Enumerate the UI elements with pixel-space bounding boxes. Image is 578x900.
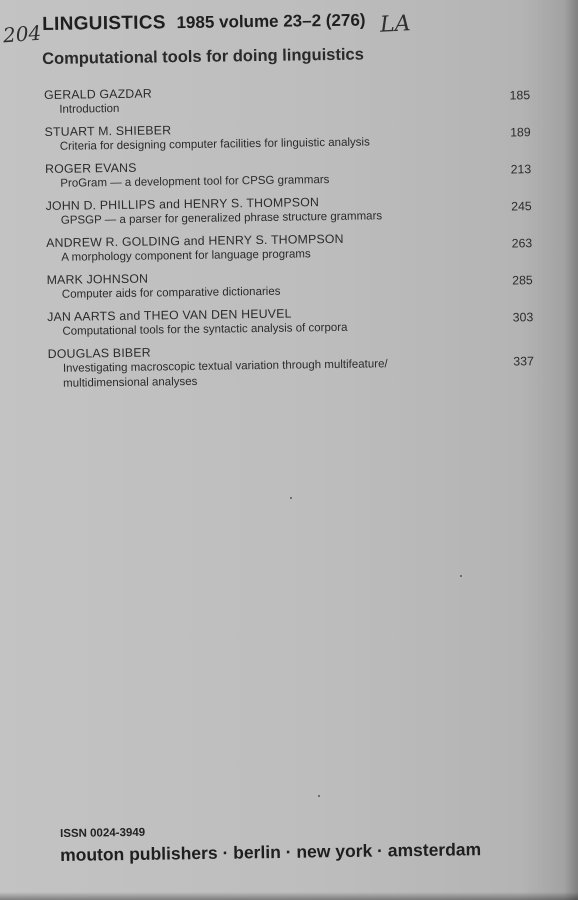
toc-entry [48,340,549,392]
toc-entry [45,118,545,155]
toc-author: JOHN D. PHILLIPS and HENRY S. THOMPSON [45,195,320,213]
toc-entry [47,303,547,340]
toc-author: GERALD GAZDAR [44,86,153,102]
toc-page-number: 213 [510,162,532,177]
paper-speck [290,497,292,499]
toc-author: JAN AARTS and THEO VAN DEN HEUVEL [47,306,292,324]
toc-title: Investigating macroscopic textual variation through multifeature/ [62,358,388,375]
toc-page-number: 263 [511,236,533,251]
toc-page-number: 303 [512,310,534,325]
issue-title: Computational tools for doing linguistics [42,45,364,68]
table-of-contents [44,81,548,399]
toc-page-number: 189 [510,125,531,140]
toc-entry [45,155,545,192]
toc-entry [44,81,544,118]
toc-title: Introduction [59,102,120,116]
toc-author: MARK JOHNSON [46,271,149,287]
toc-page-number: 245 [511,199,532,214]
publisher-line: mouton publishers · berlin · new york · amsterdam [60,839,482,865]
journal-name: LINGUISTICS [42,12,166,35]
toc-author: ROGER EVANS [45,160,137,176]
toc-title: ProGram — a development tool for CPSG grammars [60,174,330,190]
toc-page-number: 337 [513,354,534,369]
toc-page-number: 185 [509,88,531,103]
handwritten-note-left: 204 [2,20,42,48]
toc-page-number: 285 [512,273,533,288]
toc-entry [47,266,547,303]
toc-author: DOUGLAS BIBER [47,345,151,361]
handwritten-note-right: LA [379,11,412,38]
toc-entry [46,192,546,229]
toc-title: GPSGP — a parser for generalized phrase structure grammars [60,210,383,227]
toc-title: Criteria for designing computer facilities for linguistic analysis [59,136,370,153]
paper-speck [460,575,462,577]
masthead [42,9,366,36]
toc-title-continuation: multidimensional analyses [63,375,198,390]
toc-author: STUART M. SHIEBER [44,123,172,139]
page-bottom-shadow [0,892,578,900]
page-edge-shadow [564,0,578,900]
issue-details: 1985 volume 23–2 (276) [176,10,366,33]
toc-entry [46,229,546,266]
toc-author: ANDREW R. GOLDING and HENRY S. THOMPSON [46,231,344,250]
paper-speck [318,795,320,797]
toc-title: Computer aids for comparative dictionaries [61,285,281,301]
toc-title: A morphology component for language programs [61,248,311,264]
issn: ISSN 0024-3949 [60,826,146,840]
toc-title: Computational tools for the syntactic analysis of corpora [62,321,348,338]
